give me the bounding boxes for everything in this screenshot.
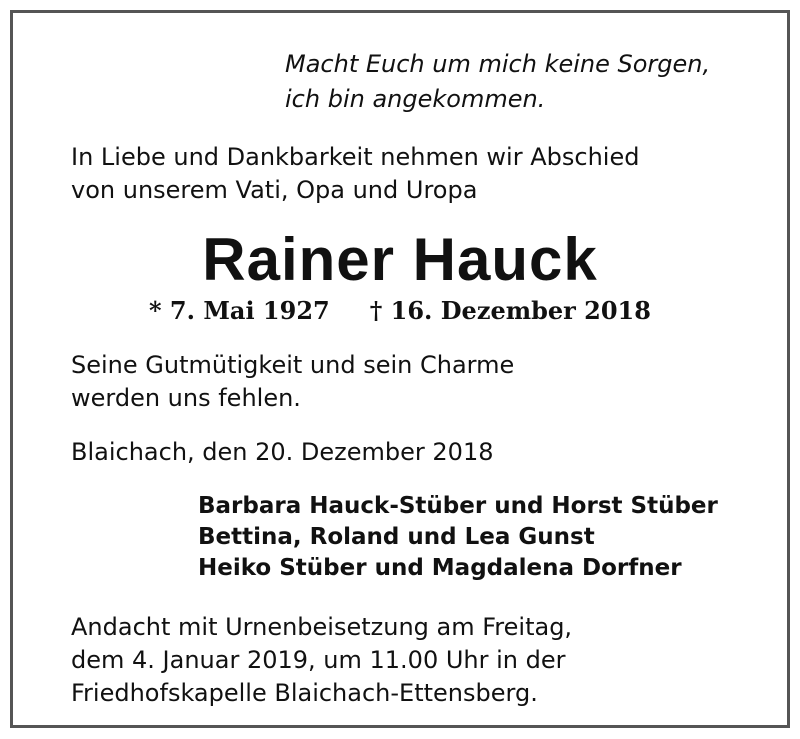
tribute-text [71, 349, 514, 415]
ceremony-line: Friedhofskapelle Blaichach-Ettensberg. [71, 679, 538, 707]
family-member: Barbara Hauck-Stüber und Horst Stüber [198, 493, 718, 519]
birth-date: * 7. Mai 1927 [149, 296, 330, 325]
family-signatures [198, 491, 718, 584]
ceremony-notice [71, 611, 572, 710]
intro-line: von unserem Vati, Opa und Uropa [71, 176, 478, 204]
ceremony-line: dem 4. Januar 2019, um 11.00 Uhr in der [71, 646, 566, 674]
tribute-line: werden uns fehlen. [71, 384, 301, 412]
ceremony-line: Andacht mit Urnenbeisetzung am Freitag, [71, 613, 573, 641]
tribute-line: Seine Gutmütigkeit und sein Charme [71, 351, 515, 379]
life-dates [13, 293, 787, 329]
obituary-frame [10, 10, 790, 728]
motto-line: Macht Euch um mich keine Sorgen, [285, 50, 711, 78]
intro-line: In Liebe und Dankbarkeit nehmen wir Abschied [71, 143, 640, 171]
death-date: † 16. Dezember 2018 [369, 296, 651, 325]
family-member: Bettina, Roland und Lea Gunst [198, 524, 595, 550]
motto-line: ich bin angekommen. [285, 85, 546, 113]
intro-text [71, 141, 639, 207]
deceased-name: Rainer Hauck [202, 226, 598, 293]
place-date: Blaichach, den 20. Dezember 2018 [71, 438, 494, 466]
motto-quote [285, 47, 710, 117]
family-member: Heiko Stüber und Magdalena Dorfner [198, 555, 682, 581]
